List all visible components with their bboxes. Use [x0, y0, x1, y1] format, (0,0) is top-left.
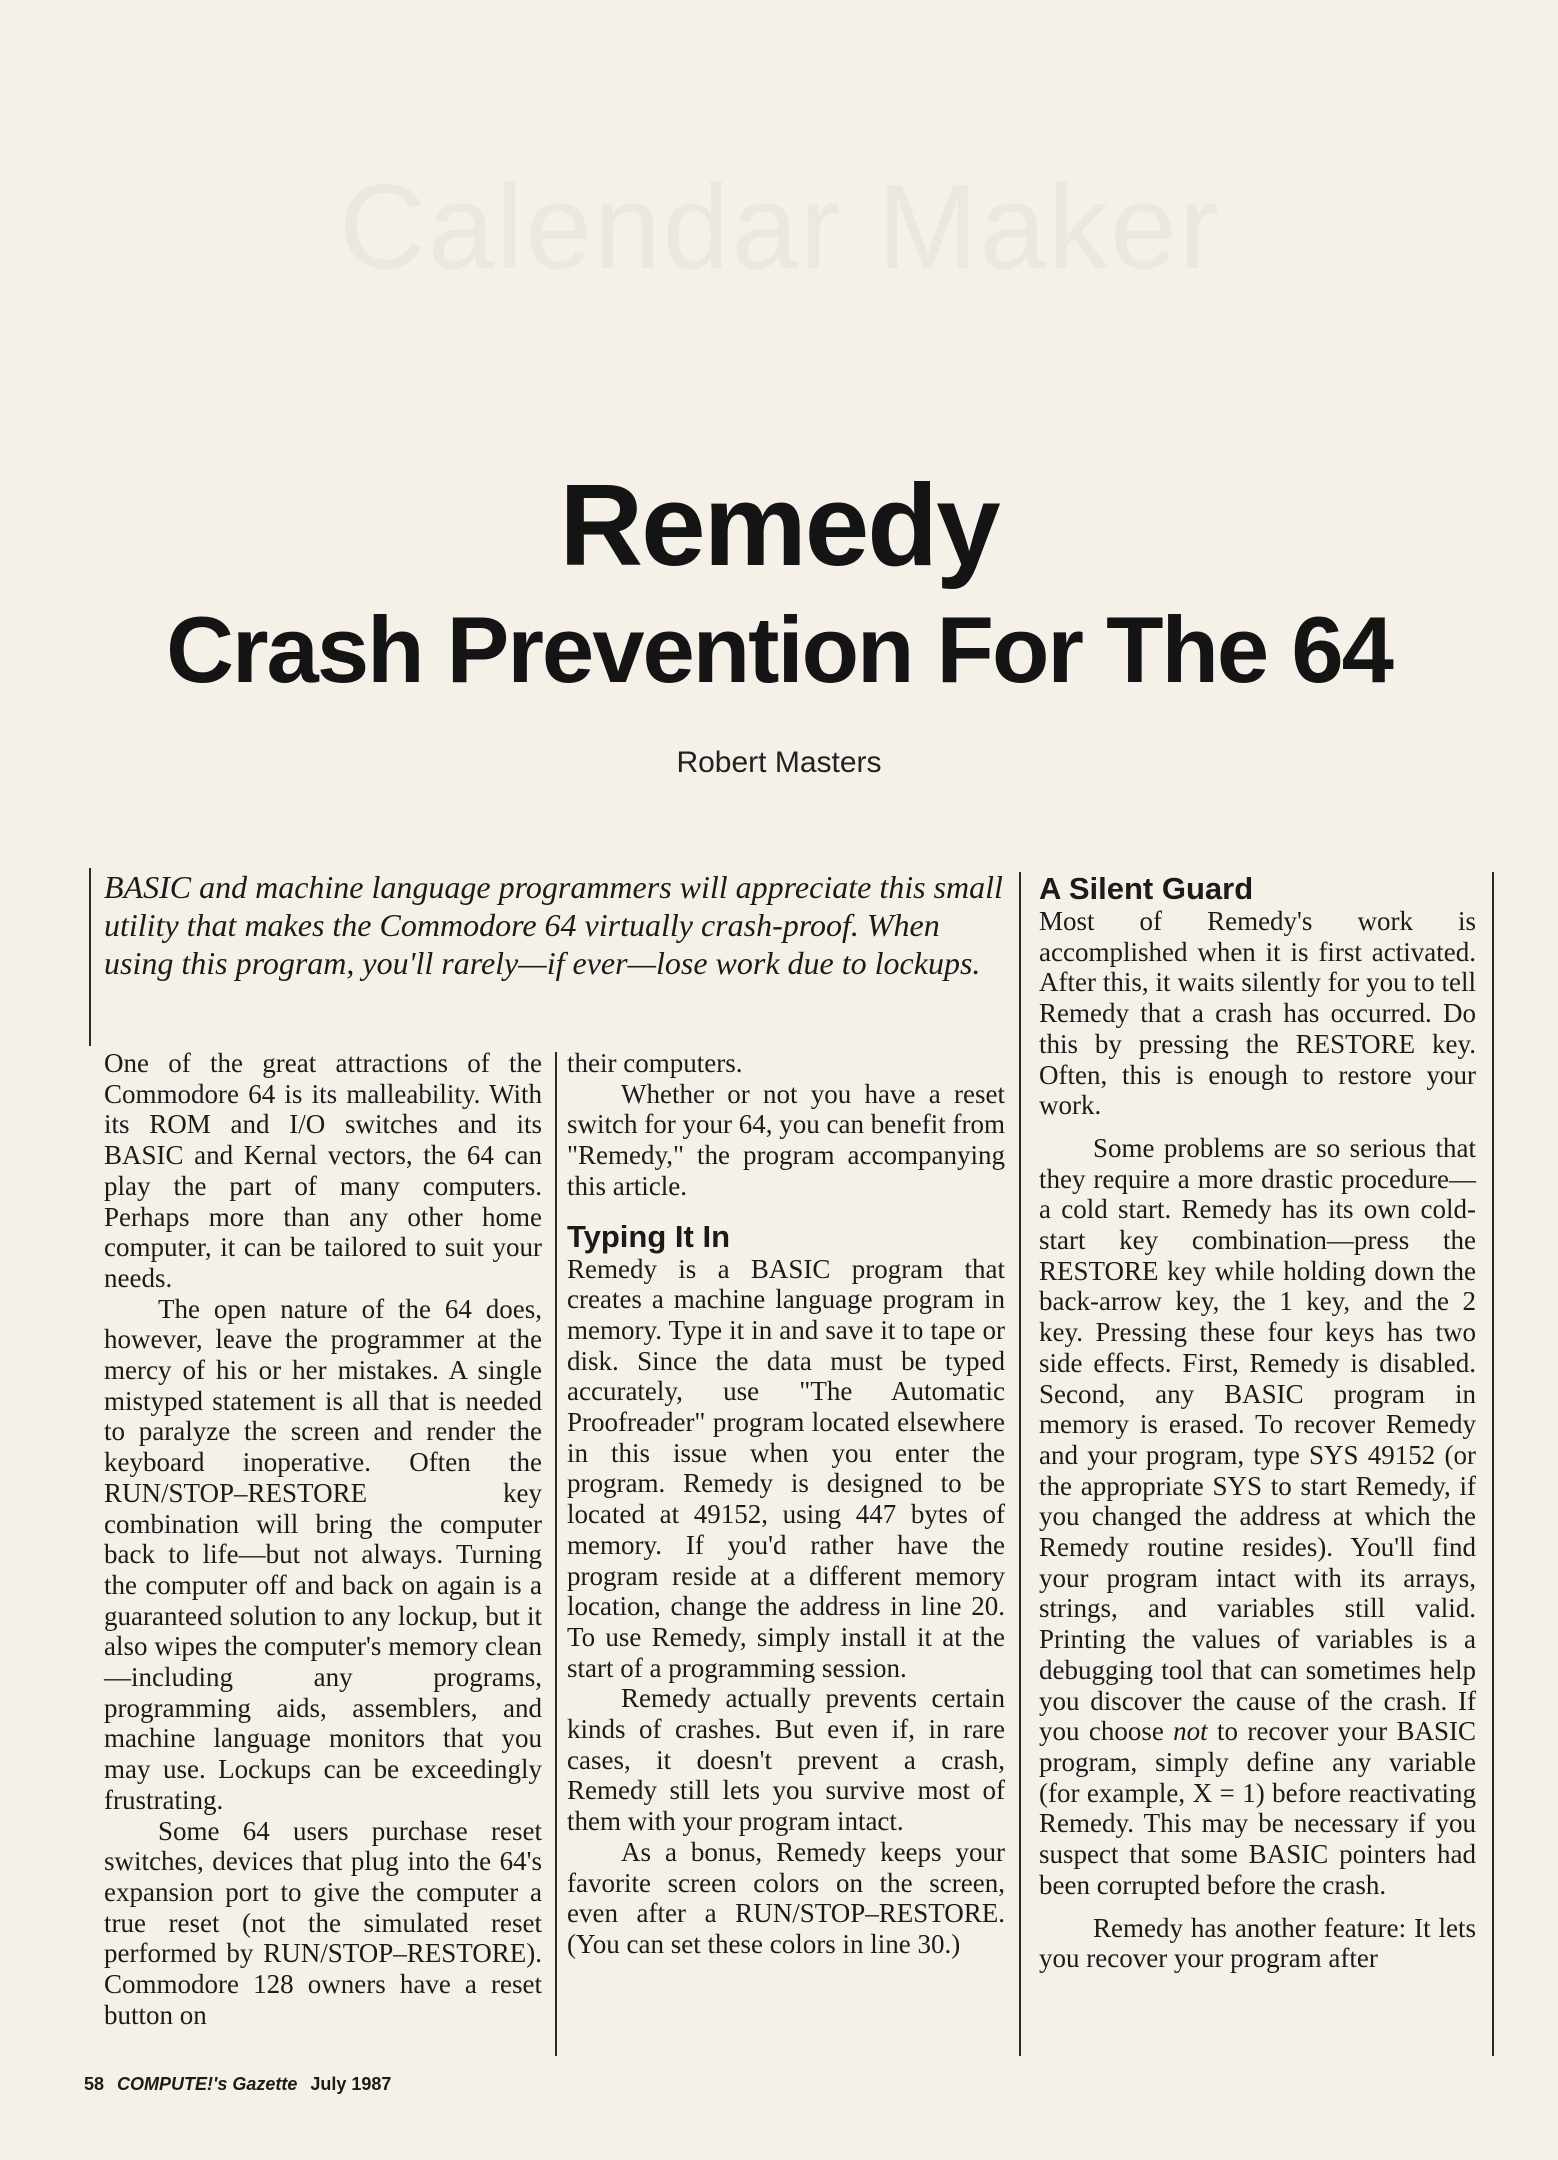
paragraph: Remedy has another feature: It lets you recover your program after: [1039, 1912, 1476, 1974]
paragraph: One of the great attractions of the Commodore 64 is its malleability. With its ROM and I/O switches and its BASIC and Kernal vectors, the 64 can play the part of many computers. Perhaps more than any other home computer, it can be tailored to suit your needs.: [104, 1048, 542, 1293]
paragraph: Most of Remedy's work is accomplished when it is first activated. After this, it waits silently for you to tell Remedy that a crash has occurred. Do this by pressing the RESTORE key. Often, this is enough to restore your work.: [1039, 906, 1476, 1121]
paragraph-text: to recover your BASIC program, simply define any variable (for example, X = 1) before reactivating Remedy. This may be necessary if you suspect that some BASIC pointers had been corrupted before the crash.: [1039, 1716, 1477, 1900]
paragraph: The open nature of the 64 does, however, leave the programmer at the mercy of his or her mistakes. A single mistyped statement is all that is needed to paralyze the screen and render the keyboard inoperative. Often the RUN/STOP–RESTORE key combination will bring the computer back to life—but not always. Turning the computer off and back on again is a guaranteed solution to any lockup, but it also wipes the computer's memory clean—including any programs, programming aids, assemblers, and machine language monitors that you may use. Lockups can be exceedingly frustrating.: [104, 1293, 542, 1815]
paragraph: [1039, 1133, 1476, 1901]
article-title: Remedy: [559, 460, 999, 590]
paragraph: Remedy is a BASIC program that creates a machine language program in memory. Type it in and save it to tape or disk. Since the data must be typed accurately, use "The Automatic Proofreader" program located elsewhere in this issue when you enter the program. Remedy is designed to be located at 49152, using 447 bytes of memory. If you'd rather have the program reside at a different memory location, change the address in line 20. To use Remedy, simply install it at the start of a programming session.: [567, 1253, 1005, 1683]
author-byline: Robert Masters: [676, 746, 882, 779]
section-heading-typing-it-in: Typing It In: [567, 1218, 731, 1254]
rule-col3-right: [1492, 872, 1494, 2056]
paragraph: their computers.: [567, 1048, 743, 1078]
column-1: [104, 1048, 542, 2031]
paragraph-text: Some problems are so serious that they require a more drastic procedure—a cold start. Remedy has its own cold-start key combination—press the RESTORE key while holding down the back-arrow key, the 1 key, and the 2 key. Pressing these four keys has two side effects. First, Remedy is disabled. Second, any BASIC program in memory is erased. To recover Remedy and your program, type SYS 49152 (or the appropriate SYS to start Remedy, if you changed the address at which the Remedy routine resides). You'll find your program intact with its arrays, strings, and variables still valid. Printing the values of variables is a debugging tool that can sometimes help you discover the cause of the crash. If you choose: [1039, 1132, 1476, 1747]
article-subtitle: Crash Prevention For The 64: [166, 597, 1392, 702]
column-3: [1039, 872, 1476, 1974]
magazine-name: COMPUTE!'s Gazette: [117, 2074, 298, 2094]
ghost-title: Calendar Maker: [339, 160, 1221, 294]
emphasis: not: [1173, 1716, 1208, 1747]
paragraph: Whether or not you have a reset switch for your 64, you can benefit from "Remedy," the program accompanying this article.: [567, 1078, 1005, 1201]
intro-deck: BASIC and machine language programmers will appreciate this small utility that makes the Commodore 64 virtually crash-proof. When using this program, you'll rarely—if ever—lose work due to lockups.: [104, 869, 1003, 981]
column-2: [567, 1048, 1005, 1960]
rule-col2-col3: [1019, 872, 1021, 2056]
issue-date: July 1987: [310, 2074, 392, 2094]
paragraph: Remedy actually prevents certain kinds of crashes. But even if, in rare cases, it doesn't prevent a crash, Remedy still lets you survive most of them with your program intact.: [567, 1683, 1005, 1837]
rule-intro-left: [89, 868, 91, 1046]
section-heading-a-silent-guard: A Silent Guard: [1039, 871, 1254, 906]
page-number: 58: [84, 2074, 105, 2094]
page-footer: [84, 2074, 399, 2095]
paragraph: Some 64 users purchase reset switches, devices that plug into the 64's expansion port to give the computer a true reset (not the simulated reset performed by RUN/STOP–RESTORE). Commodore 128 owners have a reset button on: [104, 1815, 542, 2030]
rule-col1-col2: [555, 1052, 557, 2056]
paragraph: As a bonus, Remedy keeps your favorite screen colors on the screen, even after a RUN/STOP–RESTORE. (You can set these colors in line 30.): [567, 1836, 1005, 1959]
